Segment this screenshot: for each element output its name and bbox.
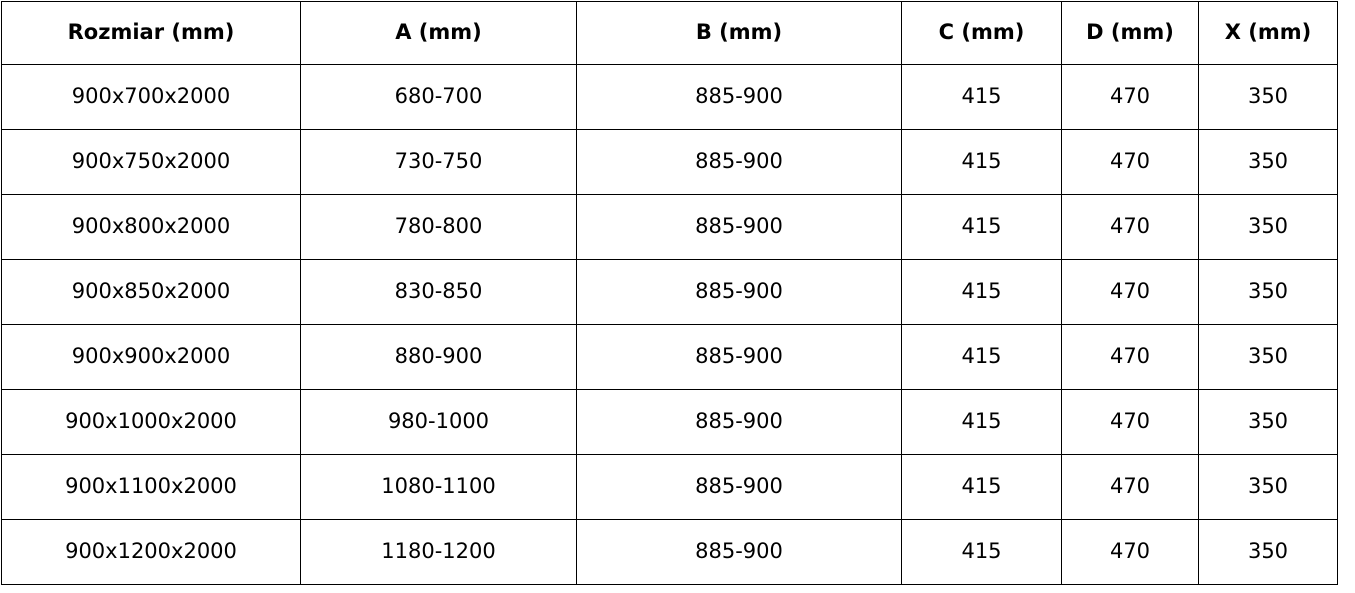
table-body	[2, 65, 1338, 585]
cell-d: 470	[1062, 195, 1199, 260]
cell-rozmiar: 900x850x2000	[2, 260, 301, 325]
cell-b: 885-900	[577, 130, 902, 195]
cell-c: 415	[902, 195, 1062, 260]
cell-c: 415	[902, 260, 1062, 325]
table-row	[2, 390, 1338, 455]
cell-d: 470	[1062, 260, 1199, 325]
cell-c: 415	[902, 520, 1062, 585]
cell-rozmiar: 900x1000x2000	[2, 390, 301, 455]
cell-d: 470	[1062, 325, 1199, 390]
cell-d: 470	[1062, 520, 1199, 585]
cell-x: 350	[1199, 325, 1338, 390]
cell-b: 885-900	[577, 260, 902, 325]
cell-a: 1180-1200	[301, 520, 577, 585]
column-header-rozmiar: Rozmiar (mm)	[2, 2, 301, 65]
column-header-d: D (mm)	[1062, 2, 1199, 65]
cell-b: 885-900	[577, 195, 902, 260]
cell-d: 470	[1062, 390, 1199, 455]
column-header-a: A (mm)	[301, 2, 577, 65]
table-row	[2, 65, 1338, 130]
cell-c: 415	[902, 325, 1062, 390]
cell-rozmiar: 900x1200x2000	[2, 520, 301, 585]
cell-c: 415	[902, 130, 1062, 195]
cell-x: 350	[1199, 390, 1338, 455]
cell-a: 830-850	[301, 260, 577, 325]
cell-b: 885-900	[577, 455, 902, 520]
cell-b: 885-900	[577, 390, 902, 455]
size-table-container	[1, 0, 1338, 585]
cell-a: 780-800	[301, 195, 577, 260]
cell-d: 470	[1062, 455, 1199, 520]
cell-x: 350	[1199, 130, 1338, 195]
cell-rozmiar: 900x900x2000	[2, 325, 301, 390]
size-table	[1, 1, 1338, 585]
column-header-b: B (mm)	[577, 2, 902, 65]
cell-a: 730-750	[301, 130, 577, 195]
cell-x: 350	[1199, 455, 1338, 520]
cell-x: 350	[1199, 520, 1338, 585]
table-row	[2, 325, 1338, 390]
column-header-c: C (mm)	[902, 2, 1062, 65]
cell-rozmiar: 900x700x2000	[2, 65, 301, 130]
cell-a: 980-1000	[301, 390, 577, 455]
cell-a: 880-900	[301, 325, 577, 390]
table-row	[2, 130, 1338, 195]
table-row	[2, 195, 1338, 260]
table-row	[2, 260, 1338, 325]
cell-rozmiar: 900x800x2000	[2, 195, 301, 260]
column-header-x: X (mm)	[1199, 2, 1338, 65]
cell-x: 350	[1199, 65, 1338, 130]
cell-c: 415	[902, 390, 1062, 455]
cell-c: 415	[902, 65, 1062, 130]
cell-b: 885-900	[577, 325, 902, 390]
cell-rozmiar: 900x1100x2000	[2, 455, 301, 520]
cell-b: 885-900	[577, 520, 902, 585]
cell-x: 350	[1199, 260, 1338, 325]
table-row	[2, 520, 1338, 585]
cell-d: 470	[1062, 65, 1199, 130]
cell-b: 885-900	[577, 65, 902, 130]
table-header	[2, 2, 1338, 65]
table-row	[2, 455, 1338, 520]
cell-c: 415	[902, 455, 1062, 520]
cell-x: 350	[1199, 195, 1338, 260]
cell-rozmiar: 900x750x2000	[2, 130, 301, 195]
cell-a: 1080-1100	[301, 455, 577, 520]
table-header-row	[2, 2, 1338, 65]
cell-a: 680-700	[301, 65, 577, 130]
cell-d: 470	[1062, 130, 1199, 195]
